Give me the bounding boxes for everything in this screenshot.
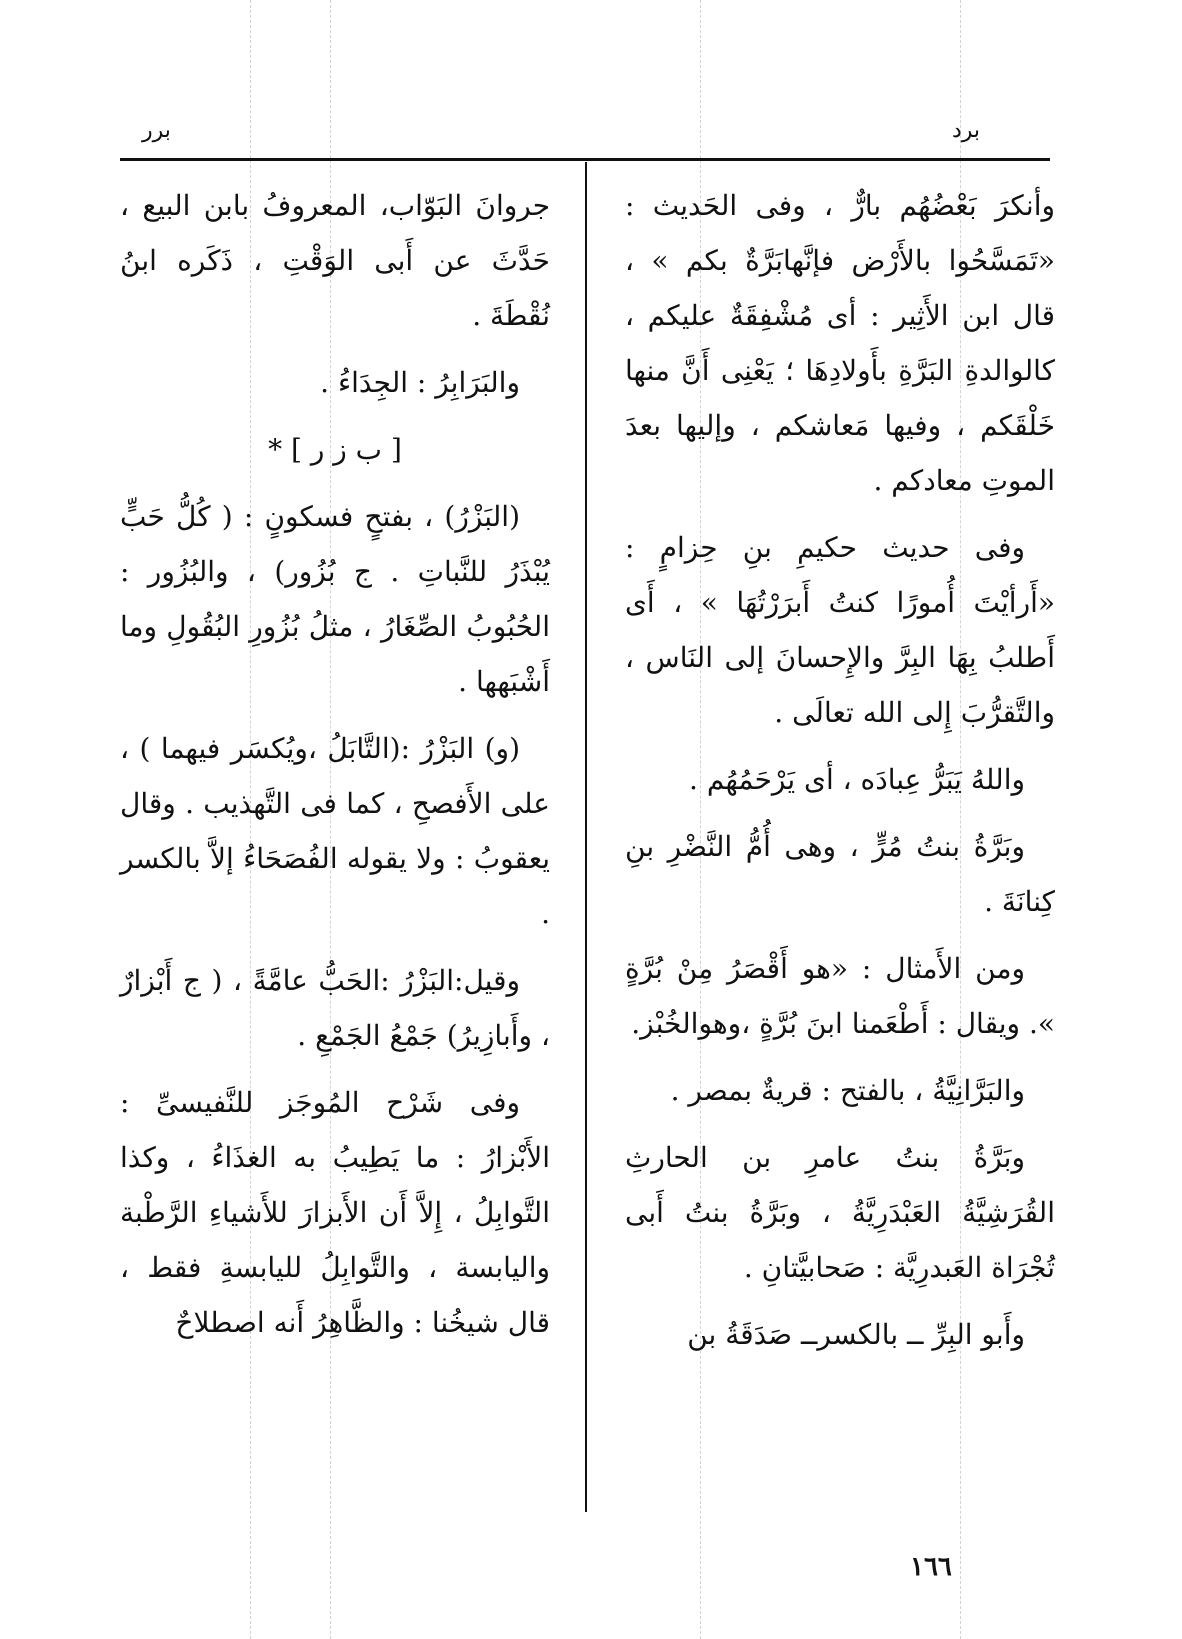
right-column xyxy=(625,178,1055,1374)
header-root-right: برد xyxy=(951,118,980,143)
paragraph: وبَرَّةُ بنتُ مُرٍّ ، وهى أُمُّ النَّضْرِ بنِ كِنانَةَ . xyxy=(625,830,1055,918)
header-root-left: برر xyxy=(142,118,171,143)
page-header xyxy=(120,108,1050,148)
paragraph: والبَرَّانِيَّةُ ، بالفتح : قريةٌ بمصر . xyxy=(670,1074,1025,1107)
paragraph: ومن الأَمثال : «هو أَقْصَرُ مِنْ بُرَّةٍ ». ويقال : أَطْعَمنا ابنَ بُرَّةٍ ،وهوالخُبْز. xyxy=(625,952,1055,1040)
paragraph: واللهُ يَبَرُّ عِبادَه ، أى يَرْحَمُهُم . xyxy=(689,763,1025,796)
paragraph: والبَرَابِرُ : الجِدَاءُ . xyxy=(320,366,520,399)
page-number: ١٦٦ xyxy=(910,1552,952,1582)
left-column xyxy=(120,178,550,1362)
paragraph: (و) البَزْرُ :(التَّابَلُ ،ويُكسَر فيهما ) ، على الأَفصحِ ، كما فى التَّهذيب . وقال يعقوبُ : ولا يقوله الفُصَحَاءُ إلاَّ بالكسر . xyxy=(120,732,550,930)
paragraph: وفى شَرْح المُوجَز للنَّفيسىِّ : الأَبْزارُ : ما يَطِيبُ به الغذَاءُ ، وكذا التَّوابِلُ ، إِلاَّ أَن الأَبزارَ للأَشياءِ الرَّطْبة واليابسة ، والتَّوابِلُ لليابسةِ فقط ، قال شيخُنا : والظَّاهِرُ أَنه اصطلاحٌ xyxy=(120,1086,550,1339)
header-rule xyxy=(120,158,1050,161)
paragraph: وقيل:البَزْرُ :الحَبُّ عامَّةً ، ( ج أَبْزارٌ ، وأَبازِيرُ) جَمْعُ الجَمْعِ . xyxy=(120,964,550,1052)
paragraph: (البَزْرُ) ، بفتحٍ فسكونٍ : ( كُلُّ حَبٍّ يُبْذَرُ للنَّباتِ . ج بُزُور) ، والبُزُور : الحُبُوبُ الصِّغَارُ ، مثلُ بُزُورِ البُقُولِ وما أَشْبَهها . xyxy=(120,500,550,698)
column-divider xyxy=(585,162,587,1512)
paragraph: وبَرَّةُ بنتُ عامرِ بن الحارثِ القُرَشِيَّةُ العَبْدَرِيَّةُ ، وبَرَّةُ بنتُ أَبى تُجْرَاة العَبدرِيَّة : صَحابيَّتانِ . xyxy=(625,1141,1055,1284)
paragraph: وأنكرَ بَعْضُهُم بارٌّ ، وفى الحَديث : «تَمَسَّحُوا بالأَرْض فإنَّهابَرَّةٌ بكم » ، قال ابن الأَثِير : أى مُشْفِقَةٌ عليكم ، كالوالدةِ البَرَّةِ بأَولادِهَا ؛ يَعْنِى أَنَّ منها خَلْقَكم ، وفيها مَعاشكم ، وإليها بعدَ الموتِ معادكم . xyxy=(625,189,1055,497)
paragraph: وفى حديث حكيمِ بنِ حِزامٍ : «أَرأيْتَ أُمورًا كنتُ أَبرَرْتُهَا » ، أَى أَطلبُ بِهَا البِرَّ والإِحسانَ إلى النَاس ، والتَّقرُّبَ إِلى الله تعالَى . xyxy=(625,531,1055,729)
entry-heading: [ ب ز ر ] * xyxy=(268,433,402,466)
paragraph: جروانَ البَوّاب، المعروفُ بابن البيع ، حَدَّثَ عن أَبى الوَقْتِ ، ذَكَره ابنُ نُقْطَةَ . xyxy=(120,189,550,332)
paragraph: وأَبو البِرِّ ــ بالكسرــ صَدَقَةُ بن xyxy=(687,1318,1025,1351)
